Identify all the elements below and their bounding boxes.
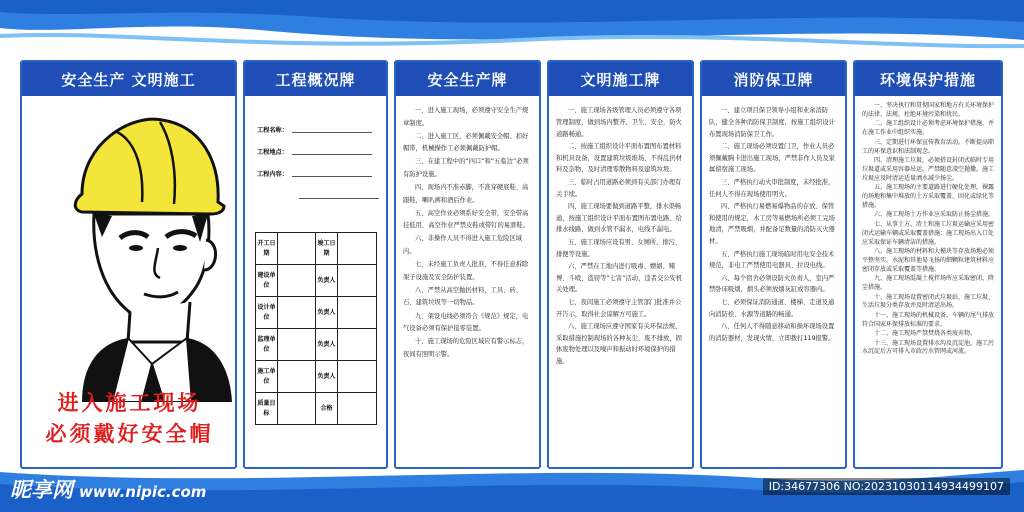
table-cell — [278, 393, 316, 425]
rules-text — [855, 96, 1001, 364]
worker-portrait-image — [42, 102, 232, 402]
rule-item: 三、严格执行动火审批制度，未经批准，任何人不得在现场使用明火。 — [709, 178, 835, 198]
board-title: 安全生产牌 — [396, 62, 539, 96]
rule-item: 六、施工现场土方作业应采取防止扬尘措施。 — [874, 211, 995, 219]
board-title: 文明施工牌 — [549, 62, 692, 96]
board-project-overview — [243, 60, 388, 469]
board-title: 环境保护措施 — [855, 62, 1001, 96]
rule-item: 九、架设电线必须符合《规范》规定，电气设备必须有保护接零装置。 — [403, 312, 529, 333]
watermark-logo — [10, 474, 206, 504]
watermark-site: www.nipic.com — [79, 483, 207, 501]
rule-item: 一、施工现场各级管理人员必须遵守各项管理制度，做到场内整齐、卫生、安全，防火道路畅通。 — [556, 107, 682, 138]
table-row — [256, 265, 377, 297]
watermark-logo-text: 昵享网 — [10, 478, 73, 502]
table-cell — [338, 265, 377, 297]
rule-item: 二、进入施工区，必须佩戴安全帽、扣好帽带，机械操作工必须佩戴防护帽。 — [403, 132, 529, 153]
rule-item: 七、夜间施工必须遵守主管部门批准并公开告示，取得社会谅解方可施工。 — [556, 298, 682, 318]
table-cell — [278, 265, 316, 297]
rule-item: 三、临时占用道路必须到有关部门办理有关手续。 — [556, 178, 682, 198]
rules-text — [702, 96, 845, 351]
rule-item: 六、每个宿舍必须设防火负责人，室内严禁卧床吸烟，烟头必须放烟灰缸或容器内。 — [709, 274, 835, 294]
board-fire-security — [700, 60, 847, 469]
table-cell: 负责人 — [316, 361, 338, 393]
table-cell: 负责人 — [316, 265, 338, 297]
table-row — [256, 361, 377, 393]
rule-item: 八、施工现场的材料和大模块等存放场地必须平整坚实。水泥和其他易飞扬的细颗粒建筑材料应密闭存放或采取覆盖等措施。 — [862, 248, 995, 273]
table-row — [256, 329, 377, 361]
rule-item: 七、未经施工负责人批准，不得任意拆除架子设施及安全防护装置。 — [403, 261, 529, 281]
field-label: 工程内容： — [257, 170, 288, 178]
rule-item: 七、必须保证消防通道、楼梯、走道及通向消防栓、水源等道路的畅通。 — [709, 298, 835, 318]
table-cell — [278, 233, 316, 265]
blank-line[interactable] — [292, 147, 372, 155]
board-civilized-construction — [547, 60, 694, 469]
rule-item: 四、清理施工垃圾，必须搭设封闭式临时专用垃圾道或采用容器吊运，严禁随意凌空抛撒。施工垃圾应及时清运适量洒水减少扬尘。 — [862, 156, 995, 182]
table-cell: 建设单位 — [256, 265, 278, 297]
table-cell: 监理单位 — [256, 329, 278, 361]
board-safety-production — [394, 60, 541, 469]
slogan-line-1: 进入施工现场 — [57, 390, 202, 415]
rule-item: 一、坚决执行和贯彻国家和地方有关环境保护的法律、法规，杜绝环境污染和扰民。 — [862, 102, 995, 118]
table-cell: 质量目标 — [256, 393, 278, 425]
top-wave-background — [0, 0, 1024, 62]
board-title: 消防保卫牌 — [702, 62, 845, 96]
blank-line[interactable] — [292, 125, 372, 133]
rule-item: 二、施工现场必须设置门卫，作业人员必须佩戴胸卡进出施工现场，严禁非作人员及家属留宿施工现场。 — [709, 142, 835, 174]
rule-item: 四、严格执行易燃易爆物品的存放、保管和使用的规定，木工房等易燃场所必须工完场地清，严禁吸烟，并配备足数量的消防灭火器材。 — [709, 202, 835, 246]
rules-text — [549, 96, 692, 375]
table-cell: 负责人 — [316, 297, 338, 329]
project-info-table — [255, 232, 377, 425]
slogan-line-2: 必须戴好安全帽 — [45, 421, 214, 446]
info-project-name — [245, 118, 386, 140]
rule-item: 一、建立项目保卫领导小组和业余消防队，健全各种消防保卫制度，按施工组织设计布置现场消防保卫工作。 — [709, 107, 835, 138]
table-cell — [338, 361, 377, 393]
board-environmental-protection — [853, 60, 1003, 469]
blank-line[interactable] — [292, 169, 372, 177]
table-cell — [338, 393, 377, 425]
rule-item: 二、施工组织设计必须考虑环境保护措施，并在施工作业中组织实施。 — [862, 120, 995, 137]
rule-item: 三、定期进行环保宣传教育活动，不断提高职工的环保意识和法制观念。 — [862, 138, 995, 155]
info-project-content — [245, 162, 386, 184]
table-cell: 负责人 — [316, 329, 338, 361]
table-cell: 开工日期 — [256, 233, 278, 265]
rule-item: 九、施工现场混凝土搅拌场所应采取密闭、降尘措施。 — [862, 275, 995, 292]
table-row — [256, 393, 377, 425]
watermark-id: ID:34677306 NO:20231030114934499107 — [763, 478, 1010, 495]
rule-item: 六、严禁在工地内进行吸毒、嫖娼、赌博、斗殴、盗窃等“七害”活动，违者交公安机关处理。 — [556, 262, 683, 294]
blank-line[interactable] — [299, 191, 379, 199]
rule-item: 八、施工现场应遵守国家有关环保法规，采取措施控制现场的各种灰尘、废不排放，固体废物处理以及噪声和振动时环境保护的措施。 — [556, 322, 682, 366]
rule-item: 五、高空作业必须系好安全带，安全带高挂低用，高空作业严禁皮鞋或带钉的易滑鞋。 — [403, 209, 529, 230]
rule-item: 十一、施工现场的机械设备、车辆的尾气排放符合国家环保排放标准的要求。 — [862, 311, 995, 328]
rule-item: 一、进入施工现场，必须遵守安全生产规章制度。 — [403, 107, 529, 127]
rule-item: 十二、施工现场严禁焚烧各类废弃物。 — [874, 330, 977, 338]
rule-item: 三、在建工程中的“四口”和“五临边”必须有防护设施。 — [403, 158, 529, 178]
rule-item: 八、任何人不得随意移动和损坏现场设置的消防器材，发现火情，立即拨打119报警。 — [709, 322, 835, 342]
table-row — [256, 297, 377, 329]
table-cell — [338, 233, 377, 265]
table-cell: 合格 — [316, 393, 338, 425]
rule-item: 六、非操作人员不得进入施工危险区域内。 — [403, 235, 523, 256]
board-title: 安全生产 文明施工 — [22, 62, 235, 96]
table-cell — [278, 297, 316, 329]
rule-item: 十、施工现场的危险区域应有警示标志，夜间有照明示警。 — [403, 338, 529, 358]
rules-text — [396, 96, 539, 368]
rule-item: 十三、施工现场设置排水沟及沉淀池，施工污水沉淀后方可排入市政污水管网或河流。 — [862, 339, 995, 356]
rule-item: 二、按施工组织设计平面布置图布置材料和机具设备，设置建筑垃圾堆场，不得乱扔材料及杂物，及时清理零散物料及建筑垃圾。 — [556, 142, 682, 174]
rule-item: 五、严格执行施工现场临时用电安全技术规范，非电工严禁使用电器具、拉设电线。 — [709, 250, 835, 270]
rule-item: 八、严禁从高空抛扔材料、工具、砖、石、建筑垃圾等一切物品。 — [403, 286, 523, 307]
table-cell — [278, 361, 316, 393]
rule-item: 十、施工现场设置密闭式垃圾站，施工垃圾、生活垃圾分类存放并及时清运出场。 — [862, 293, 995, 310]
rule-item: 四、施工现场要做到道路平整，排水渠畅通，按施工组织设计平面布置图布置电路、给排水线路，做到水管不漏水，电线不漏电。 — [556, 202, 682, 234]
table-cell — [278, 329, 316, 361]
table-cell: 施工单位 — [256, 361, 278, 393]
table-cell — [338, 297, 377, 329]
rule-item: 七、从事土方、渣土和施工垃圾运输应采用密闭式运输车辆或采取覆盖措施；施工现场出入口处应采取保证车辆清洁的措施。 — [862, 220, 995, 246]
table-cell: 竣工日期 — [316, 233, 338, 265]
field-label: 工程地点： — [257, 148, 288, 156]
field-label: 工程名称： — [257, 126, 288, 134]
board-title: 工程概况牌 — [245, 62, 386, 96]
table-cell — [338, 329, 377, 361]
table-row — [256, 233, 377, 265]
rule-item: 四、现场内不准赤脚，不准穿硬底鞋、高跟鞋，喇叭裤和酒后作业。 — [403, 184, 529, 204]
rule-item: 五、施工现场应设有男、女厕所，排污、排便等设施。 — [556, 238, 682, 258]
board-safety-civilized — [20, 60, 237, 469]
info-project-location — [245, 140, 386, 162]
table-cell: 设计单位 — [256, 297, 278, 329]
info-extra-line — [245, 184, 386, 206]
rule-item: 五、施工现场的主要道路进行硬化处理，裸露的场地和集中堆放的土方采取覆盖、固化或绿化等措施。 — [862, 184, 995, 209]
